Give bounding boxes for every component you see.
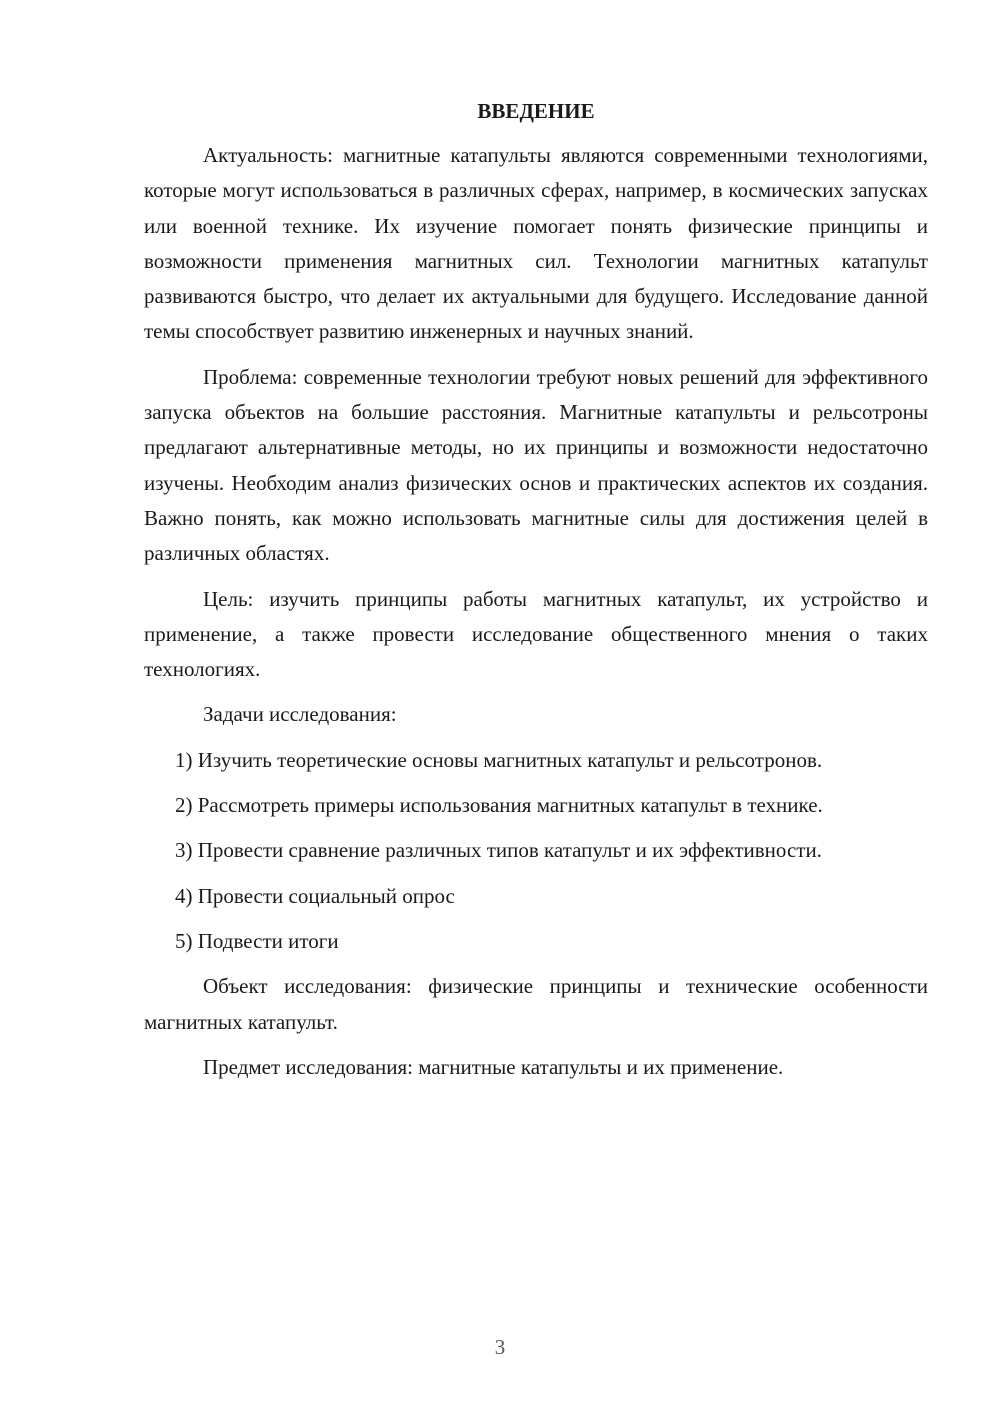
goal-paragraph: Цель: изучить принципы работы магнитных катапульт, их устройство и применение, а также провести исследование общественного мнения о таких технологиях. [144,586,928,682]
object-paragraph: Объект исследования: физические принципы и технические особенности магнитных катапульт. [144,974,928,1034]
task-item-5: 5) Подвести итоги [175,928,339,953]
document-page [144,96,928,1095]
relevance-paragraph: Актуальность: магнитные катапульты являются современными технологиями, которые могут использоваться в различных сферах, например, в космических запусках или военной технике. Их изучение помогает понять физические принципы и возможности применения магнитных сил. Технологии магнитных катапульт развиваются быстро, что делает их актуальными для будущего. Исследование данной темы способствует развитию инженерных и научных знаний. [144,143,928,344]
task-item-3: 3) Провести сравнение различных типов катапульт и их эффективности. [175,838,822,863]
section-title: ВВЕДЕНИЕ [477,99,595,123]
task-item-1: 1) Изучить теоретические основы магнитных катапульт и рельсотронов. [175,747,823,772]
subject-paragraph: Предмет исследования: магнитные катапульты и их применение. [203,1054,784,1079]
problem-paragraph: Проблема: современные технологии требуют новых решений для эффективного запуска объектов на большие расстояния. Магнитные катапульты и рельсотроны предлагают альтернативные методы, но их принципы и возможности недостаточно изучены. Необходим анализ физических основ и практических аспектов их создания. Важно понять, как можно использовать магнитные силы для достижения целей в различных областях. [144,364,928,566]
tasks-heading: Задачи исследования: [203,702,397,727]
task-item-4: 4) Провести социальный опрос [175,883,455,908]
page-number: 3 [494,1335,506,1359]
task-item-2: 2) Рассмотреть примеры использования магнитных катапульт в технике. [175,793,823,818]
